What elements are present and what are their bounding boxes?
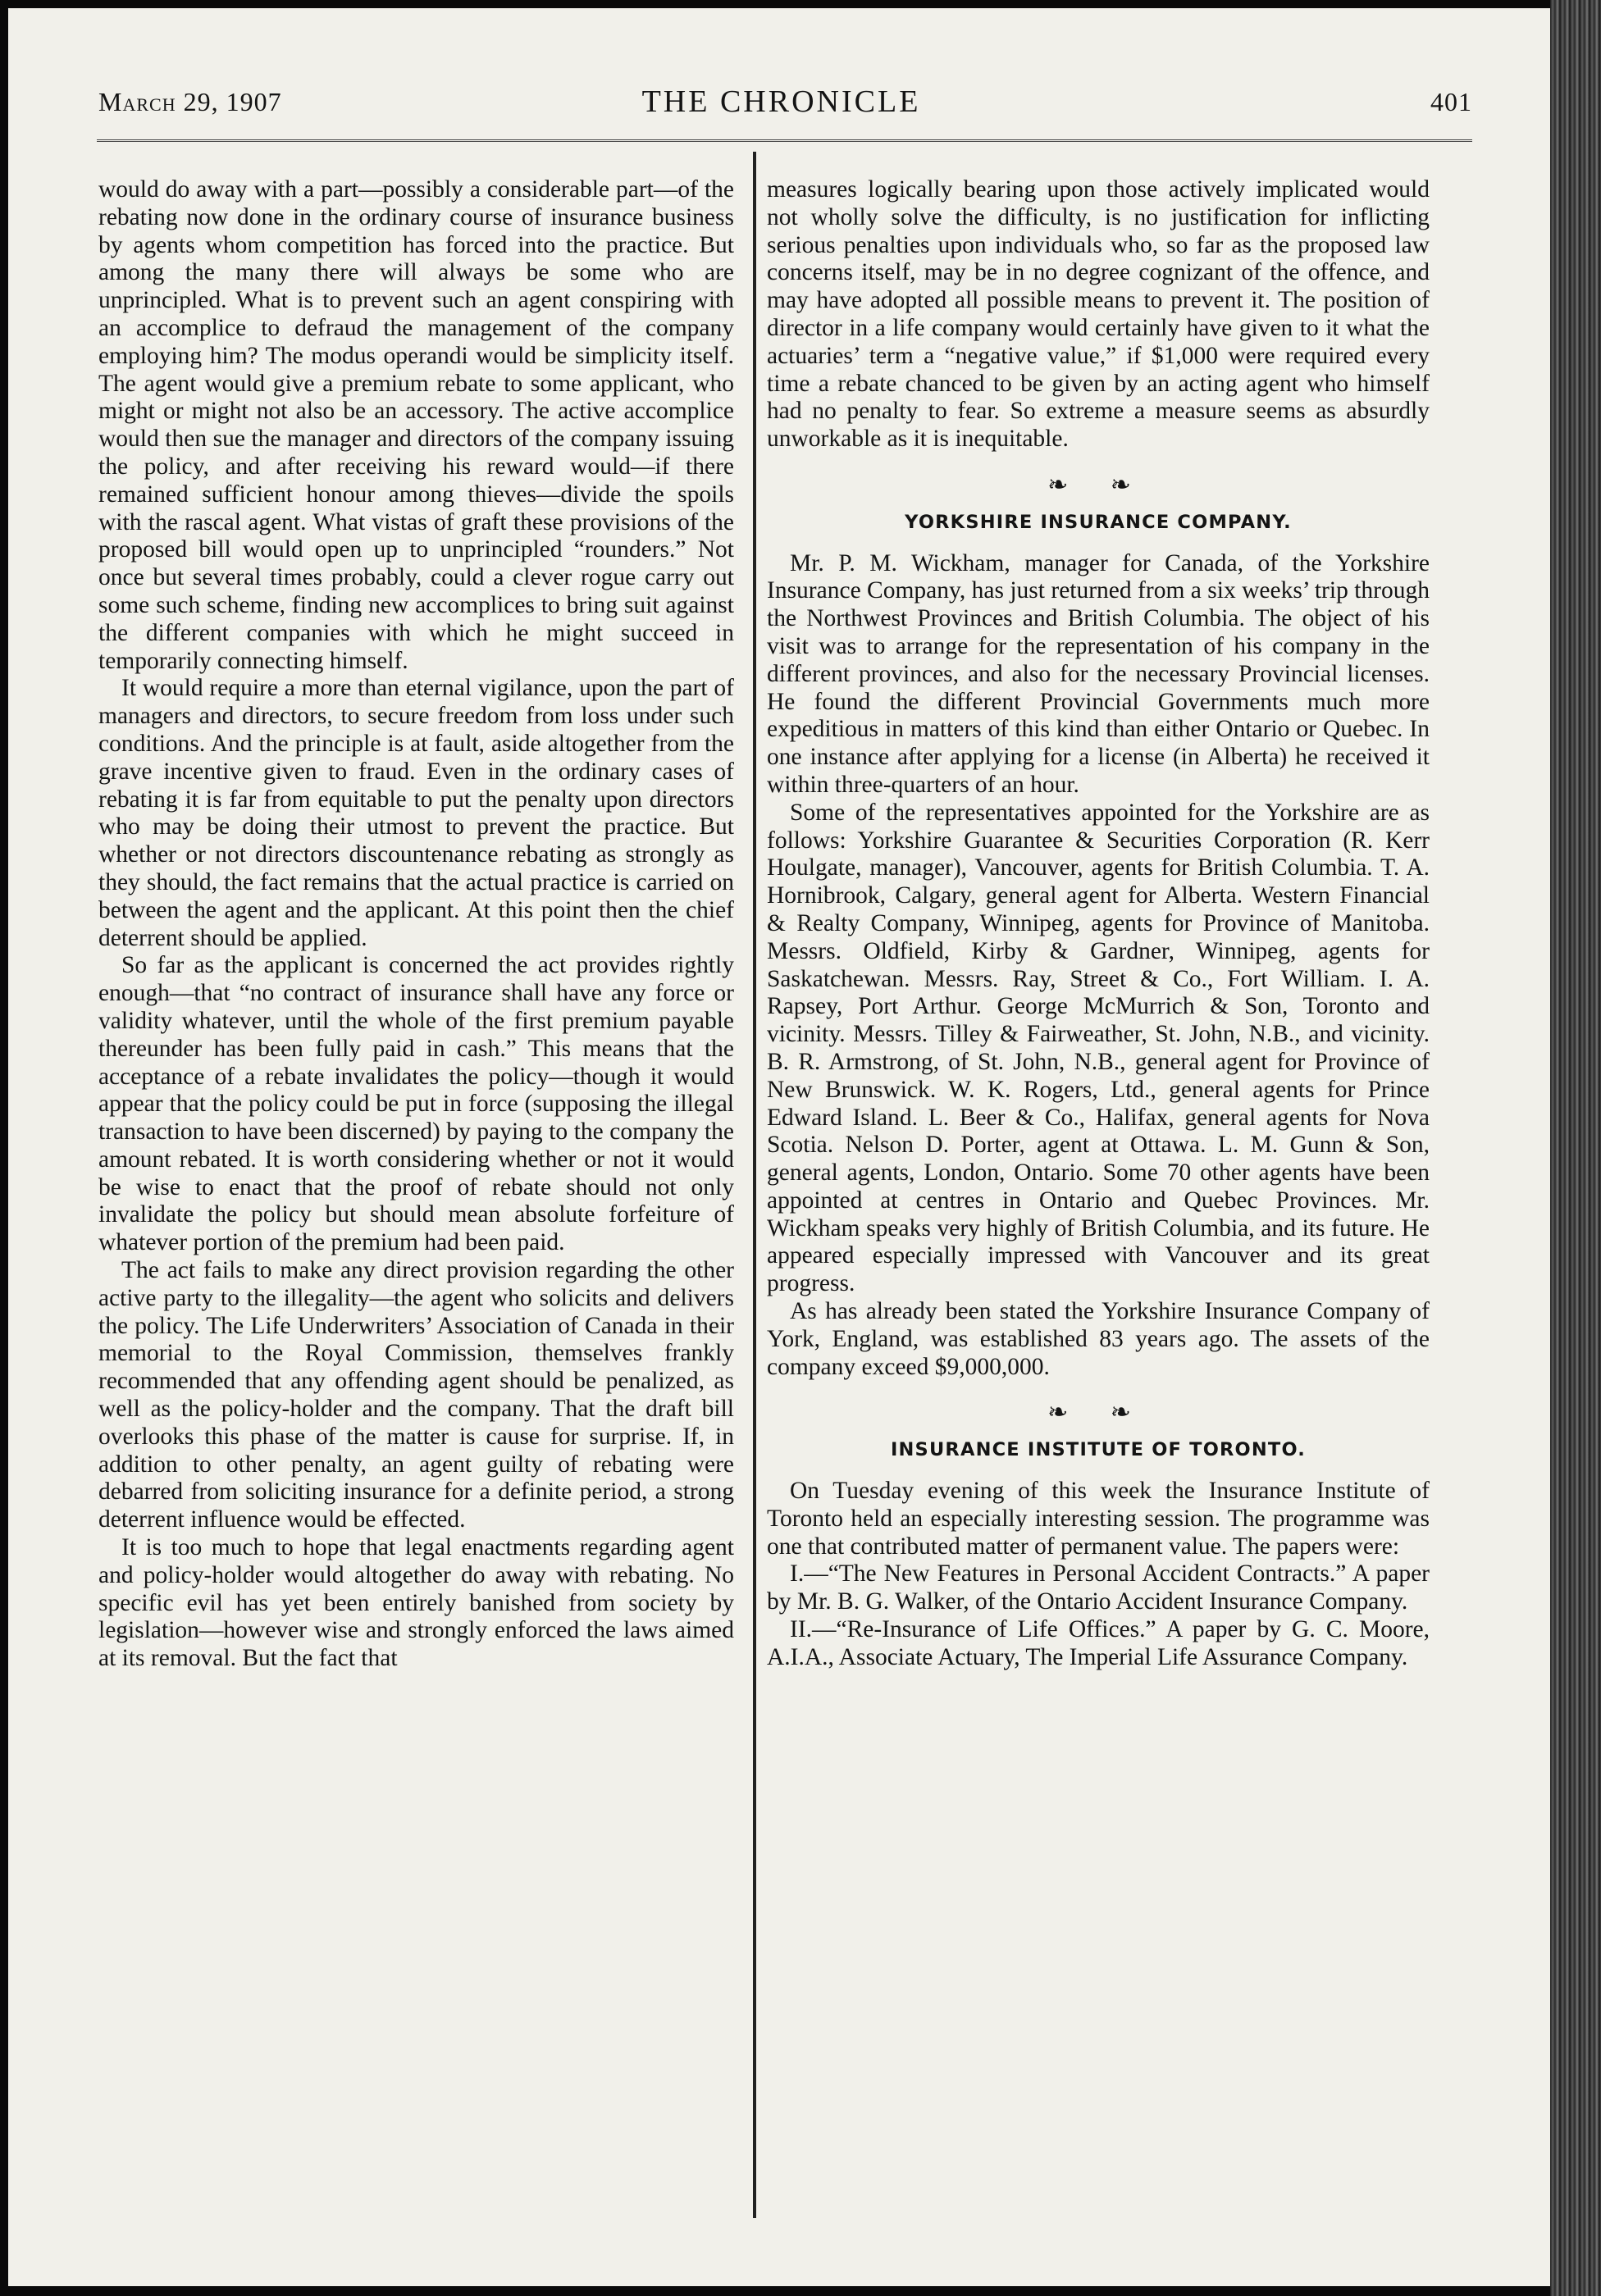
paper-list-item: I.—“The New Features in Personal Accident Contracts.” A paper by Mr. B. G. Walker, of the Ontario Accident Insurance Company. <box>767 1560 1430 1615</box>
publication-title: THE CHRONICLE <box>641 84 921 119</box>
article-continuation: measures logically bearing upon those actively implicated would not wholly solve the difficulty, is no justification for inflicting serious penalties upon individuals who, so far as the proposed law concerns itself, may be in no degree cognizant of the offence, and may have adopted all possible means to prevent it. The position of director in a life company would certainly have given to it what the actuaries’ term a “negative value,” if $1,000 were required every time a rebate chanced to be given by an acting agent who himself had no penalty to fear. So extreme a measure seems as absurdly unworkable as it is inequitable. <box>767 176 1430 453</box>
yorkshire-heading: YORKSHIRE INSURANCE COMPANY. <box>905 511 1292 533</box>
page-number: 401 <box>1430 87 1472 116</box>
issue-date: March 29, 1907 <box>98 87 282 116</box>
newspaper-page <box>8 8 1550 2286</box>
paper-list-item: II.—“Re-Insurance of Life Offices.” A paper by G. C. Moore, A.I.A., Associate Actuary, The Imperial Life Assurance Company. <box>767 1616 1430 1670</box>
header-rule <box>97 139 1472 142</box>
binding-edge <box>1550 0 1601 2296</box>
column-rule <box>753 152 756 2218</box>
article-paragraph: It is too much to hope that legal enactments regarding agent and policy-holder would altogether do away with rebating. No specific evil has yet been entirely banished from society by legislation—however wise and strongly enforced the laws aimed at its removal. But the fact that <box>98 1534 734 1672</box>
institute-intro: On Tuesday evening of this week the Insurance Institute of Toronto held an especially interesting session. The programme was one that contributed matter of permanent value. The papers were: <box>767 1478 1430 1560</box>
article-paragraph: would do away with a part—possibly a considerable part—of the rebating now done in the ordinary course of insurance business by agents whom competition has forced into the practice. But among the many there will always be some who are unprincipled. What is to prevent such an agent conspiring with an accomplice to defraud the management of the company employing him? The modus operandi would be simplicity itself. The agent would give a premium rebate to some applicant, who might or might not also be an accessory. The active accomplice would then sue the manager and directors of the company issuing the policy, and after receiving his reward would—if there remained sufficient honour among thieves—divide the spoils with the rascal agent. What vistas of graft these provisions of the proposed bill would open up to unprincipled “rounders.” Not once but several times probably, could a clever rogue carry out some such scheme, finding new accomplices to bring suit against the different companies with which he might succeed in temporarily connecting himself. <box>98 176 734 674</box>
article-paragraph: So far as the applicant is concerned the act provides rightly enough—that “no contract of insurance shall have any force or validity whatever, until the whole of the first premium payable thereunder has been fully paid in cash.” This means that the acceptance of a rebate invalidates the policy—though it would appear that the policy could be put in force (supposing the illegal transaction to have been discerned) by paying to the company the amount rebated. It is worth considering whether or not it would be wise to enact that the proof of rebate should not only invalidate the policy but should mean absolute forfeiture of whatever portion of the premium had been paid. <box>98 952 734 1256</box>
yorkshire-paragraph: Some of the representatives appointed for the Yorkshire are as follows: Yorkshire Guarantee & Securities Corporation (R. Kerr Houlgate, manager), Vancouver, agents for British Columbia. T. A. Hornibrook, Calgary, general agent for Alberta. Western Financial & Realty Company, Winnipeg, agents for Province of Manitoba. Messrs. Oldfield, Kirby & Gardner, Winnipeg, agents for Saskatchewan. Messrs. Ray, Street & Co., Fort William. I. A. Rapsey, Port Arthur. George McMurrich & Son, Toronto and vicinity. Messrs. Tilley & Fairweather, St. John, N.B., and vicinity. B. R. Armstrong, of St. John, N.B., general agent for Province of New Brunswick. W. K. Rogers, Ltd., general agents for Prince Edward Island. L. Beer & Co., Halifax, general agents for Nova Scotia. Nelson D. Porter, agent at Ottawa. L. M. Gunn & Son, general agents, London, Ontario. Some 70 other agents have been appointed at centres in Ontario and Quebec Provinces. Mr. Wickham speaks very highly of British Columbia, and its future. He appeared especially impressed with Vancouver and its great progress. <box>767 799 1430 1297</box>
left-column <box>98 176 734 1673</box>
section-ornament: ❧ ❧ <box>1047 1399 1149 1427</box>
running-head <box>90 84 1472 125</box>
article-paragraph: The act fails to make any direct provision regarding the other active party to the illegality—the agent who solicits and delivers the policy. The Life Underwriters’ Association of Canada in their memorial to the Royal Commission, themselves frankly recommended that any offending agent should be penalized, as well as the policy-holder and the company. That the draft bill overlooks this phase of the matter is cause for surprise. If, in addition to other penalty, an agent guilty of rebating were debarred from soliciting insurance for a definite period, a strong deterrent influence would be effected. <box>98 1257 734 1533</box>
right-column <box>767 176 1430 1672</box>
yorkshire-paragraph: Mr. P. M. Wickham, manager for Canada, of the Yorkshire Insurance Company, has just returned from a six weeks’ trip through the Northwest Provinces and British Columbia. The object of his visit was to arrange for the representation of his company in the different provinces, and also for the necessary Provincial licenses. He found the different Provincial Governments much more expeditious in matters of this kind than either Ontario or Quebec. In one instance after applying for a license (in Alberta) he received it within three-quarters of an hour. <box>767 549 1430 798</box>
yorkshire-paragraph: As has already been stated the Yorkshire Insurance Company of York, England, was established 83 years ago. The assets of the company exceed $9,000,000. <box>767 1298 1430 1380</box>
section-ornament: ❧ ❧ <box>1047 471 1149 499</box>
institute-heading: INSURANCE INSTITUTE OF TORONTO. <box>890 1439 1307 1461</box>
article-paragraph: It would require a more than eternal vigilance, upon the part of managers and directors, to secure freedom from loss under such conditions. And the principle is at fault, aside altogether from the grave incentive given to fraud. Even in the ordinary cases of rebating it is far from equitable to put the penalty upon directors who may be doing their utmost to prevent the practice. But whether or not directors discountenance rebating as strongly as they should, the fact remains that the actual practice is carried on between the agent and the applicant. At this point then the chief deterrent should be applied. <box>98 675 734 951</box>
